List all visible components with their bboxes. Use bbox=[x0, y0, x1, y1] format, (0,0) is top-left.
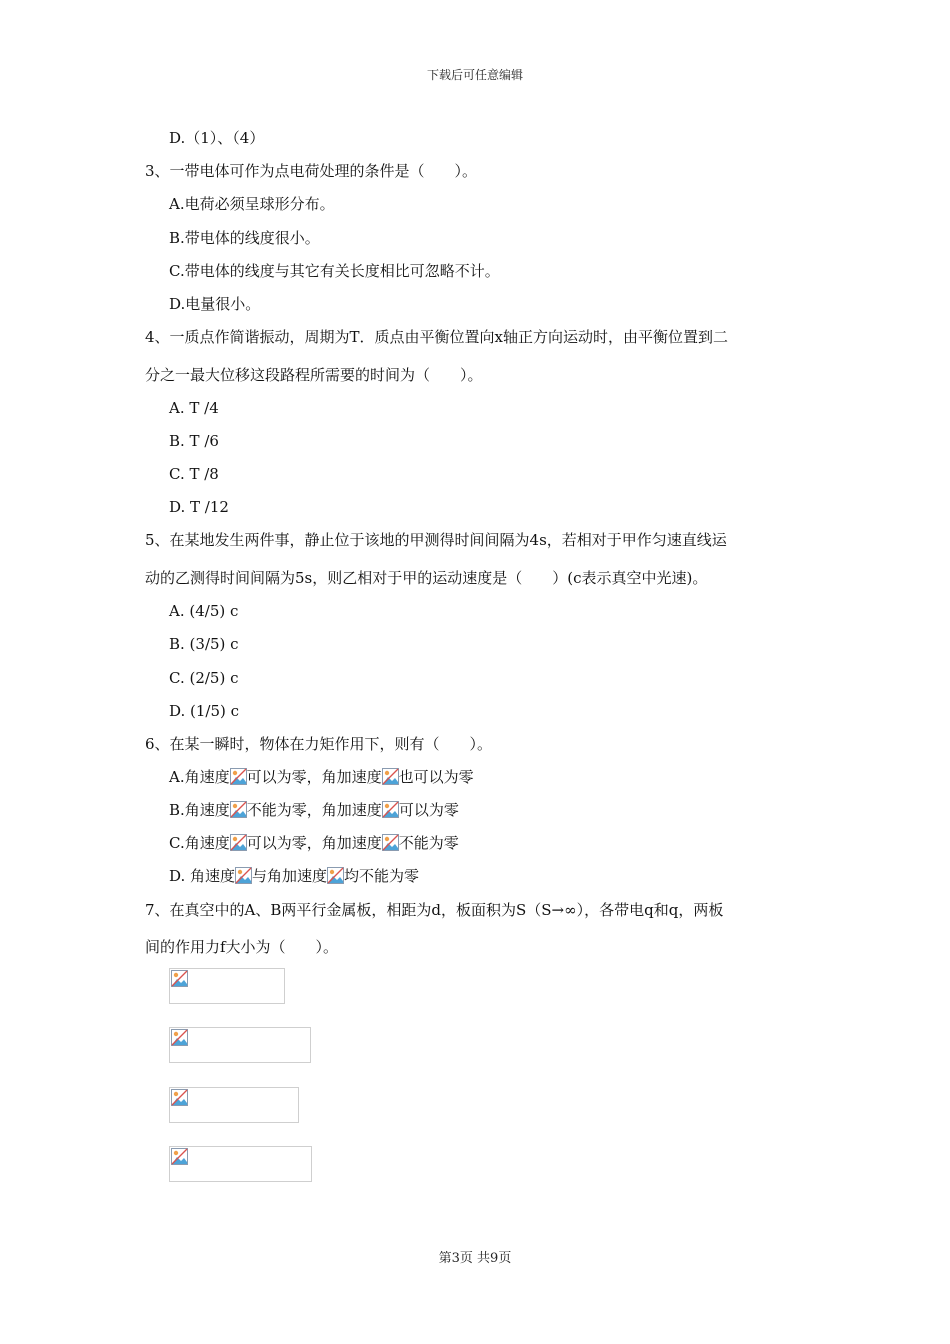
q4-stem-line1: 4、一质点作简谐振动，周期为T．质点由平衡位置向x轴正方向运动时，由平衡位置到二 bbox=[145, 328, 729, 346]
broken-image-icon bbox=[171, 1148, 188, 1165]
q3-stem: 3、一带电体可作为点电荷处理的条件是（ ）。 bbox=[145, 162, 478, 180]
q5-stem-line1: 5、在某地发生两件事，静止位于该地的甲测得时间间隔为4s，若相对于甲作匀速直线运 bbox=[145, 531, 727, 549]
broken-image-icon bbox=[327, 867, 344, 884]
broken-image-icon bbox=[171, 970, 188, 987]
broken-image-icon bbox=[382, 801, 399, 818]
q5-option-d: D. (1/5) c bbox=[169, 702, 240, 720]
q3-option-a: A.电荷必须呈球形分布。 bbox=[169, 195, 335, 213]
q6-option-b: B.角速度 不能为零，角加速度 可以为零 bbox=[169, 801, 459, 819]
q5-option-b: B. (3/5) c bbox=[169, 635, 239, 653]
q6-option-a: A.角速度 可以为零，角加速度 也可以为零 bbox=[169, 768, 474, 786]
q2-option-d: D.（1）、（4） bbox=[169, 129, 265, 147]
broken-image-icon bbox=[230, 834, 247, 851]
page-footer: 第3页 共9页 bbox=[438, 1251, 512, 1266]
broken-image-icon bbox=[382, 768, 399, 785]
q6-stem: 6、在某一瞬时，物体在力矩作用下，则有（ ）。 bbox=[145, 735, 493, 753]
q7-stem-line1: 7、在真空中的A、B两平行金属板，相距为d，板面积为S（S→∞），各带电q和q，两板 bbox=[145, 901, 724, 919]
q4-option-a: A. T /4 bbox=[169, 399, 219, 417]
q7-stem-line2: 间的作用力f大小为（ ）。 bbox=[145, 938, 339, 956]
q7-option-b-image bbox=[169, 1027, 311, 1063]
q4-option-c: C. T /8 bbox=[169, 465, 219, 483]
broken-image-icon bbox=[382, 834, 399, 851]
broken-image-icon bbox=[171, 1089, 188, 1106]
broken-image-icon bbox=[171, 1029, 188, 1046]
q3-option-c: C.带电体的线度与其它有关长度相比可忽略不计。 bbox=[169, 262, 500, 280]
q3-option-d: D.电量很小。 bbox=[169, 295, 261, 313]
q3-option-b: B.带电体的线度很小。 bbox=[169, 229, 320, 247]
q6-option-c: C.角速度 可以为零，角加速度 不能为零 bbox=[169, 834, 459, 852]
q4-stem-line2: 分之一最大位移这段路程所需要的时间为（ ）。 bbox=[145, 366, 483, 384]
broken-image-icon bbox=[230, 801, 247, 818]
q5-stem-line2: 动的乙测得时间间隔为5s，则乙相对于甲的运动速度是（ ）(c表示真空中光速)。 bbox=[145, 569, 708, 587]
q5-option-c: C. (2/5) c bbox=[169, 669, 239, 687]
q7-option-d-image bbox=[169, 1146, 312, 1182]
q7-option-c-image bbox=[169, 1087, 299, 1123]
page-header: 下载后可任意编辑 bbox=[426, 68, 523, 82]
broken-image-icon bbox=[235, 867, 252, 884]
q4-option-b: B. T /6 bbox=[169, 432, 219, 450]
q7-option-a-image bbox=[169, 968, 285, 1004]
q6-option-d: D. 角速度 与角加速度 均不能为零 bbox=[169, 867, 420, 885]
broken-image-icon bbox=[230, 768, 247, 785]
q5-option-a: A. (4/5) c bbox=[169, 602, 239, 620]
q4-option-d: D. T /12 bbox=[169, 498, 229, 516]
